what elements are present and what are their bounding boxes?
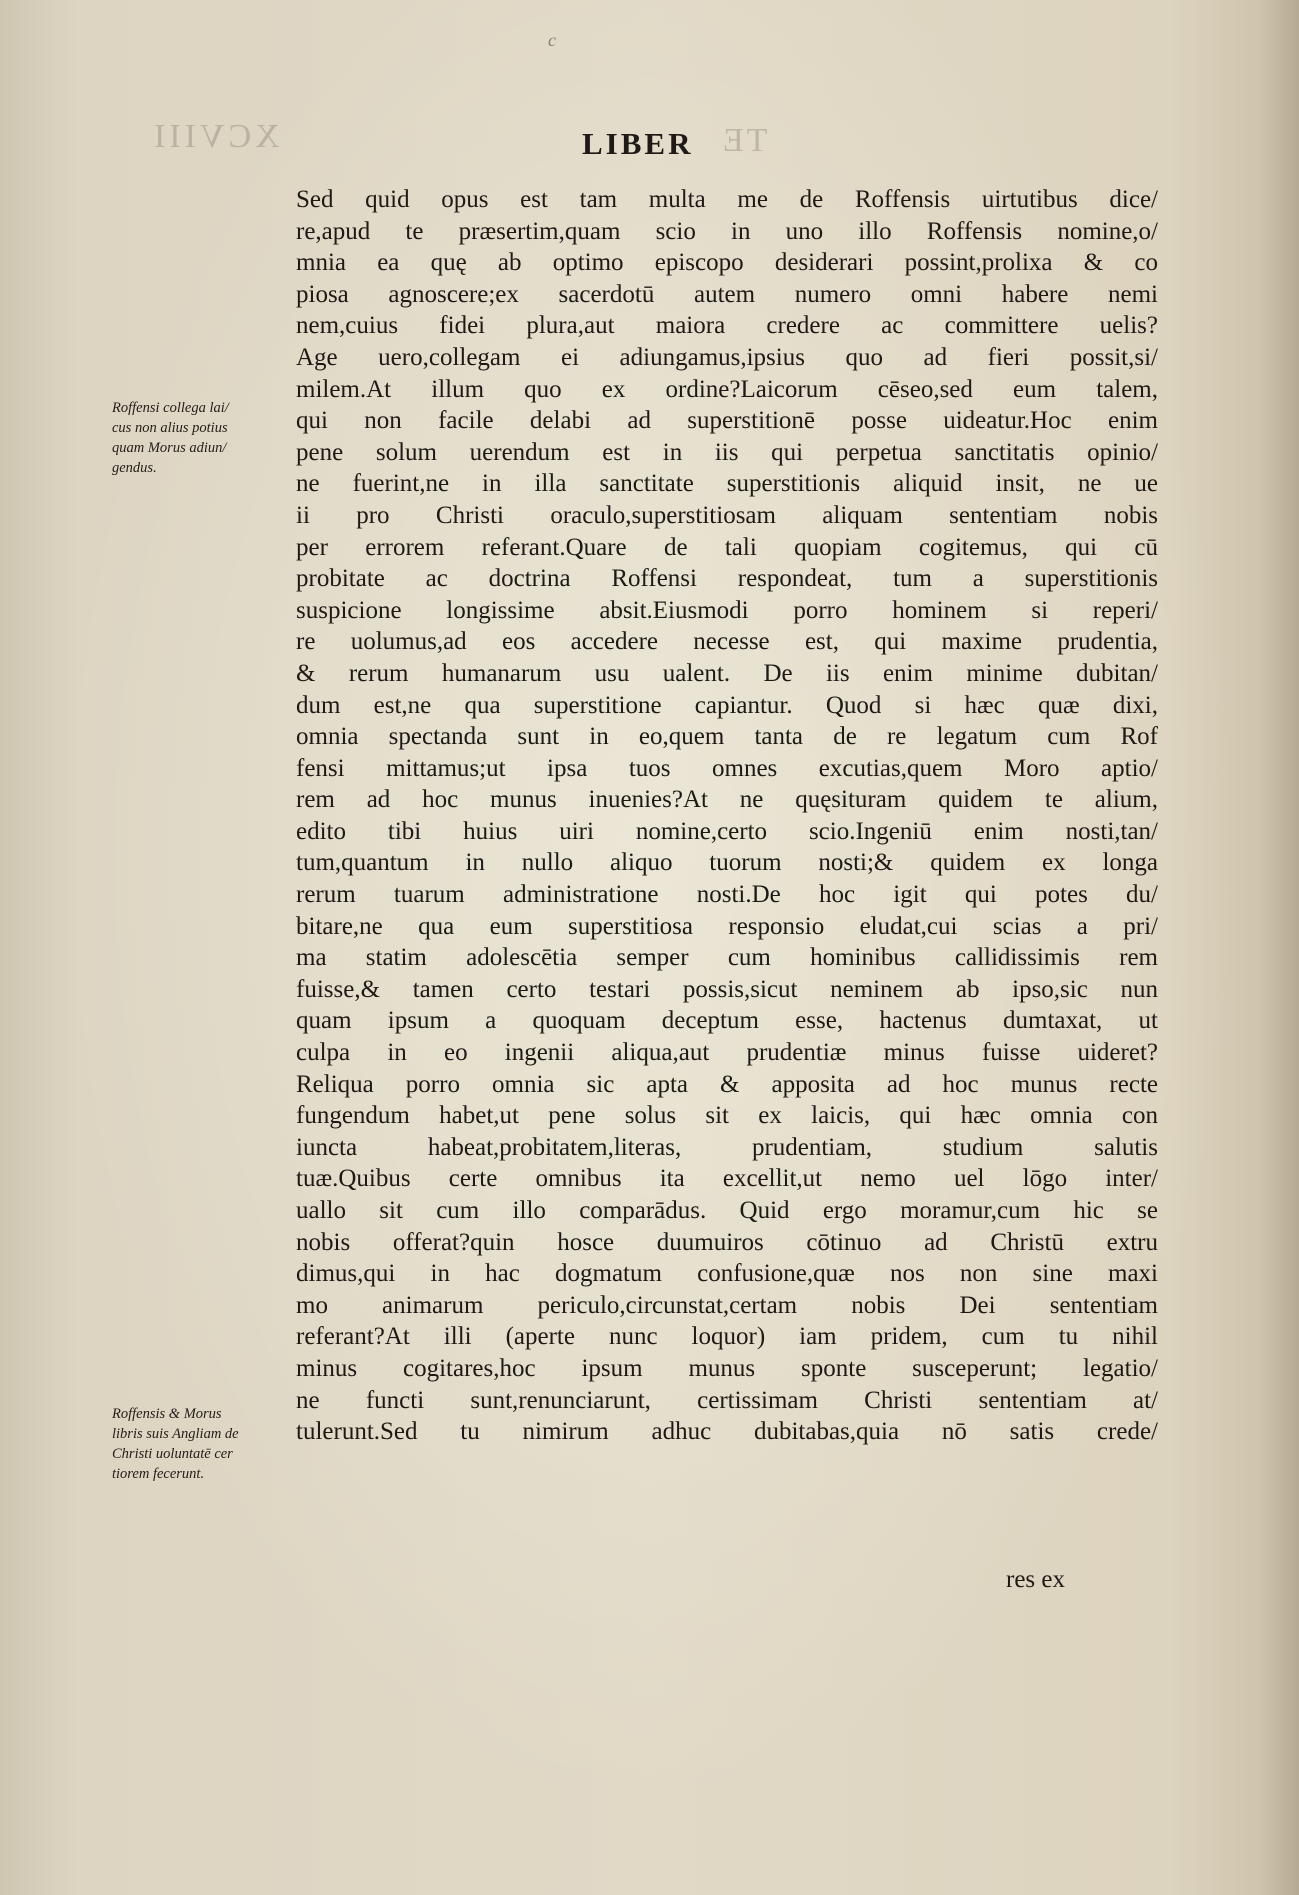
text-line: edito tibi huius uiri nomine,certo scio.Ingeniū enim nosti,tan/ xyxy=(296,817,1158,845)
text-line: re,apud te præsertim,quam scio in uno illo Roffensis nomine,o/ xyxy=(296,217,1158,245)
margin-note-line: Christi uoluntatē cer xyxy=(112,1446,233,1462)
margin-note-line: tiorem fecerunt. xyxy=(112,1466,205,1482)
text-line: Sed quid opus est tam multa me de Roffensis uirtutibus dice/ xyxy=(296,186,1158,213)
text-line: quam ipsum a quoquam deceptum esse, hactenus dumtaxat, ut xyxy=(296,1007,1158,1035)
bleed-through-heading: TE xyxy=(720,122,768,159)
text-line: iuncta habeat,probitatem,literas, prudentiam, studium salutis xyxy=(296,1133,1158,1161)
text-line: Age uero,collegam ei adiungamus,ipsius quo ad fieri possit,si/ xyxy=(296,343,1158,371)
text-line: suspicione longissime absit.Eiusmodi porro hominem si reperi/ xyxy=(296,596,1158,624)
text-line: dum est,ne qua superstitione capiantur. Quod si hæc quæ dixi, xyxy=(296,691,1158,719)
text-line: tulerunt.Sed tu nimirum adhuc dubitabas,quia nō satis crede/ xyxy=(296,1418,1158,1446)
text-line: & rerum humanarum usu ualent. De iis enim minime dubitan/ xyxy=(296,659,1158,687)
margin-note xyxy=(112,398,284,478)
text-line: nem,cuius fidei plura,aut maiora credere ac committere uelis? xyxy=(296,312,1158,340)
page-edge-shadow xyxy=(1259,0,1299,1895)
text-line: Reliqua porro omnia sic apta & apposita ad hoc munus recte xyxy=(296,1070,1158,1098)
text-line: ma statim adolescētia semper cum hominibus callidissimis rem xyxy=(296,944,1158,972)
bleed-through-folio: XCVIII xyxy=(150,118,280,155)
margin-note xyxy=(112,1404,284,1484)
text-line: fuisse,& tamen certo testari possis,sicut neminem ab ipso,sic nun xyxy=(296,975,1158,1003)
text-line: referant?At illi (aperte nunc loquor) iam pridem, cum tu nihil xyxy=(296,1323,1158,1351)
text-line: minus cogitares,hoc ipsum munus sponte susceperunt; legatio/ xyxy=(296,1354,1158,1382)
margin-note-line: quam Morus adiun/ xyxy=(112,440,227,456)
text-line: nobis offerat?quin hosce duumuiros cōtinuo ad Christū extru xyxy=(296,1228,1158,1256)
text-line: piosa agnoscere;ex sacerdotū autem numero omni habere nemi xyxy=(296,280,1158,308)
text-line: per errorem referant.Quare de tali quopiam cogitemus, qui cū xyxy=(296,533,1158,561)
text-line: qui non facile delabi ad superstitionē posse uideatur.Hoc enim xyxy=(296,407,1158,435)
text-line: bitare,ne qua eum superstitiosa responsio eludat,cui scias a pri/ xyxy=(296,912,1158,940)
text-line: tum,quantum in nullo aliquo tuorum nosti;& quidem ex longa xyxy=(296,849,1158,877)
margin-note-line: Roffensis & Morus xyxy=(112,1406,222,1422)
margin-note-line: gendus. xyxy=(112,460,157,476)
text-line: milem.At illum quo ex ordine?Laicorum cēseo,sed eum talem, xyxy=(296,375,1158,403)
margin-note-line: libris suis Angliam de xyxy=(112,1426,239,1442)
text-line: tuæ.Quibus certe omnibus ita excellit,ut nemo uel lōgo inter/ xyxy=(296,1165,1158,1193)
text-line: ne functi sunt,renunciarunt, certissimam Christi sententiam at/ xyxy=(296,1386,1158,1414)
text-line: rerum tuarum administratione nosti.De hoc igit qui potes du/ xyxy=(296,881,1158,909)
running-head: LIBER xyxy=(582,126,694,161)
text-line: uallo sit cum illo comparādus. Quid ergo moramur,cum hic se xyxy=(296,1197,1158,1224)
text-line: probitate ac doctrina Roffensi respondeat, tum a superstitionis xyxy=(296,565,1158,593)
text-line: fungendum habet,ut pene solus sit ex laicis, qui hæc omnia con xyxy=(296,1102,1158,1130)
text-line: omnia spectanda sunt in eo,quem tanta de re legatum cum Rof xyxy=(296,723,1158,751)
stray-ink-mark: c xyxy=(548,30,556,50)
text-line: mnia ea quę ab optimo episcopo desiderari possint,prolixa & co xyxy=(296,249,1158,277)
text-line: dimus,qui in hac dogmatum confusione,quæ nos non sine maxi xyxy=(296,1260,1158,1288)
text-line: mo animarum periculo,circunstat,certam nobis Dei sententiam xyxy=(296,1291,1158,1319)
text-line: pene solum uerendum est in iis qui perpetua sanctitatis opinio/ xyxy=(296,438,1158,466)
catchword: res ex xyxy=(1006,1566,1065,1593)
text-line: culpa in eo ingenii aliqua,aut prudentiæ minus fuisse uideret? xyxy=(296,1039,1158,1067)
text-line: ne fuerint,ne in illa sanctitate superstitionis aliquid insit, ne ue xyxy=(296,470,1158,498)
margin-note-line: cus non alius potius xyxy=(112,420,228,436)
text-line: re uolumus,ad eos accedere necesse est, qui maxime prudentia, xyxy=(296,628,1158,656)
margin-note-line: Roffensi collega lai/ xyxy=(112,400,229,416)
main-text-block xyxy=(296,184,1158,1448)
text-line: rem ad hoc munus inuenies?At ne quęsituram quidem te alium, xyxy=(296,786,1158,814)
text-line: ii pro Christi oraculo,superstitiosam aliquam sententiam nobis xyxy=(296,501,1158,529)
text-line: fensi mittamus;ut ipsa tuos omnes excutias,quem Moro aptio/ xyxy=(296,754,1158,782)
